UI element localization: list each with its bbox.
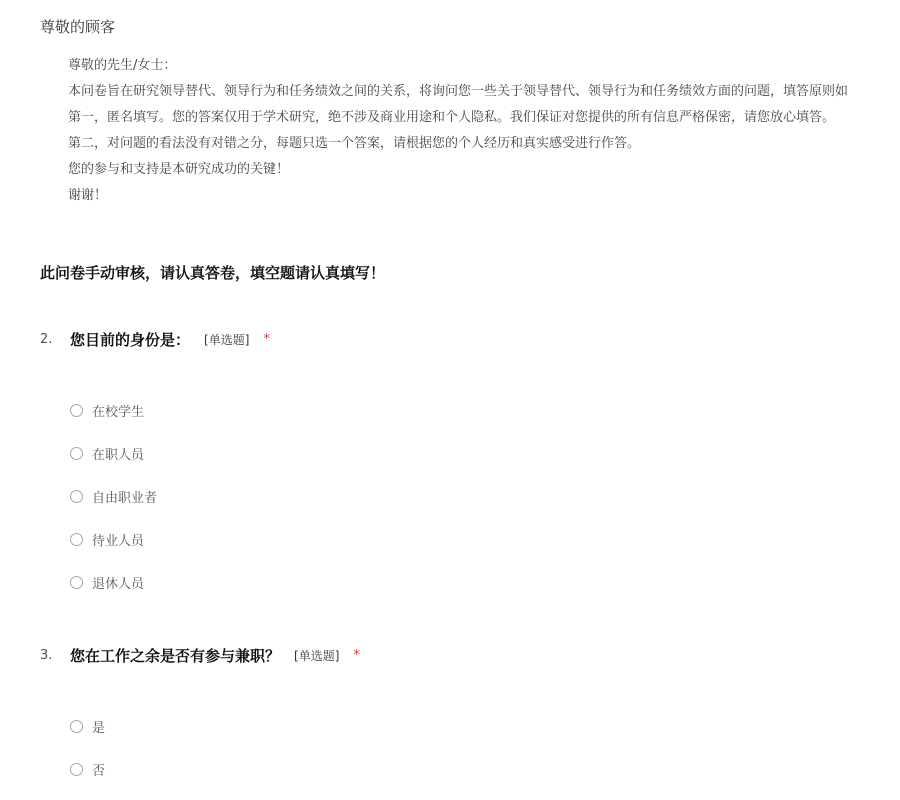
option-student[interactable]: [70, 400, 144, 420]
option-yes[interactable]: [70, 716, 105, 736]
intro-line: 第二，对问题的看法没有对错之分，每题只选一个答案，请根据您的个人经历和真实感受进行作答。: [68, 136, 641, 151]
question-number: 2.: [40, 331, 53, 347]
option-retired[interactable]: [70, 572, 144, 592]
question-number: 3.: [40, 647, 53, 663]
option-label: 是: [92, 720, 106, 736]
intro-line: 本问卷旨在研究领导替代、领导行为和任务绩效之间的关系，将询问您一些关于领导替代、领导行为和任务绩效方面的问题，填答原则如: [68, 84, 849, 99]
intro-line: 谢谢！: [68, 188, 108, 203]
option-employed[interactable]: [70, 443, 144, 463]
radio-button[interactable]: [70, 533, 83, 546]
intro-line: 第一，匿名填写。您的答案仅用于学术研究，绝不涉及商业用途和个人隐私。我们保证对您提供的所有信息严格保密，请您放心填答。: [68, 110, 836, 125]
option-label: 否: [92, 763, 106, 779]
option-label: 退休人员: [92, 576, 145, 592]
radio-button[interactable]: [70, 447, 83, 460]
question-title: 您在工作之余是否有参与兼职？: [70, 646, 281, 665]
question-title: 您目前的身份是：: [70, 330, 191, 349]
option-freelancer[interactable]: [70, 486, 157, 506]
page-title: 尊敬的顾客: [40, 18, 116, 36]
question-type-tag: [单选题]: [294, 648, 340, 663]
intro-line: 您的参与和支持是本研究成功的关键！: [68, 162, 290, 177]
question-3-header: [40, 643, 360, 667]
radio-button[interactable]: [70, 490, 83, 503]
option-label: 自由职业者: [92, 490, 158, 506]
option-no[interactable]: [70, 759, 105, 779]
option-unemployed[interactable]: [70, 529, 144, 549]
review-notice: 此问卷手动审核，请认真答卷，填空题请认真填写！: [40, 264, 386, 282]
radio-button[interactable]: [70, 720, 83, 733]
option-label: 在职人员: [92, 447, 145, 463]
required-marker: *: [353, 647, 360, 663]
option-label: 待业人员: [92, 533, 145, 549]
required-marker: *: [263, 331, 270, 347]
option-label: 在校学生: [92, 404, 145, 420]
radio-button[interactable]: [70, 404, 83, 417]
question-type-tag: [单选题]: [204, 332, 250, 347]
intro-text: [68, 53, 900, 209]
radio-button[interactable]: [70, 763, 83, 776]
question-2-header: [40, 327, 270, 351]
intro-line: 尊敬的先生/女士：: [68, 58, 177, 73]
radio-button[interactable]: [70, 576, 83, 589]
